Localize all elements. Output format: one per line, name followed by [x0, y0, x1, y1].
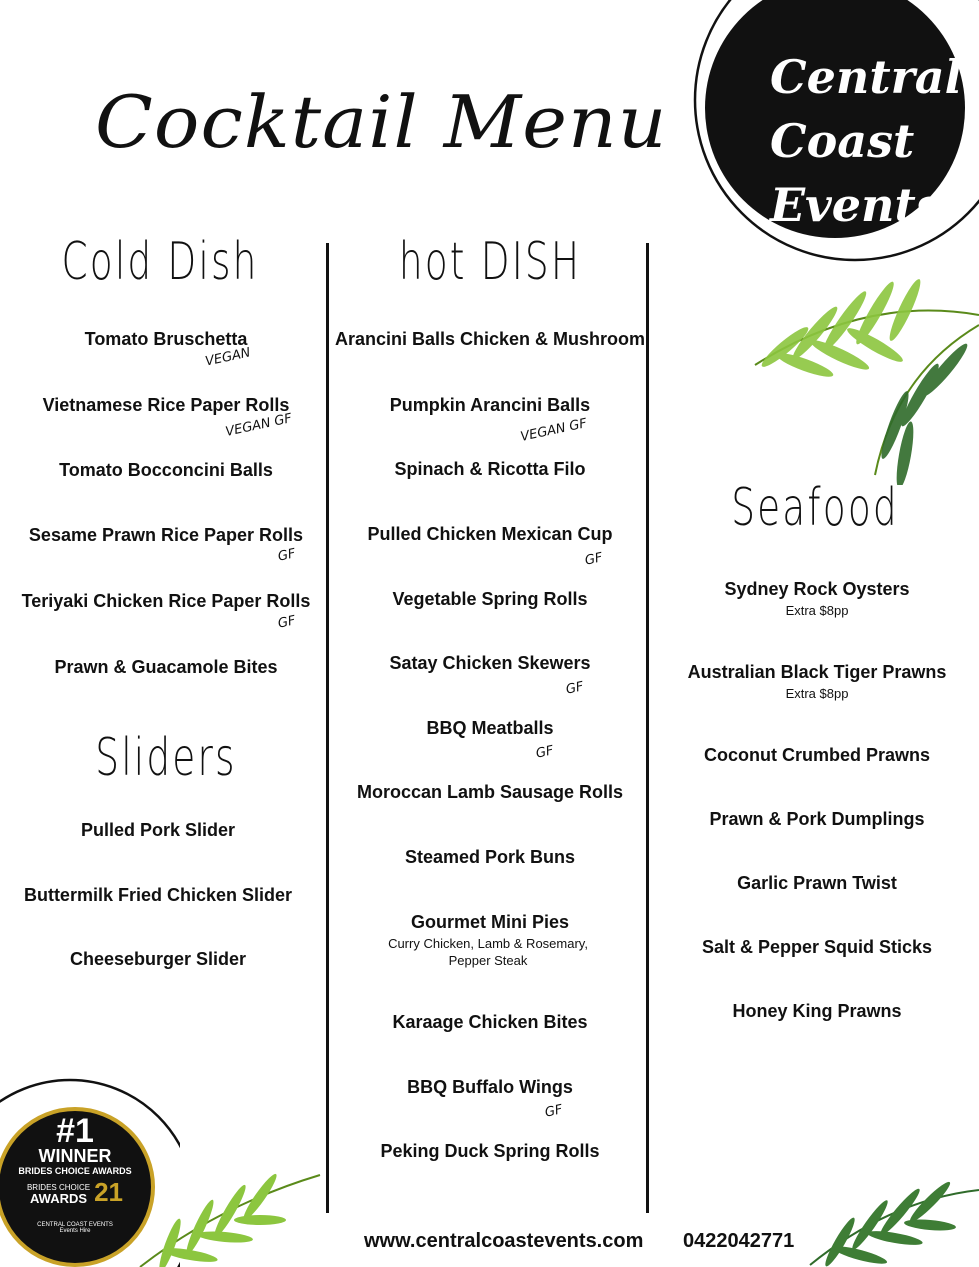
- hot-item-10-sub: Curry Chicken, Lamb & Rosemary,: [388, 936, 588, 951]
- slider-item-2: Buttermilk Fried Chicken Slider: [23, 885, 293, 905]
- logo-line-1: Central: [770, 50, 963, 104]
- seafood-item-1: Sydney Rock Oysters: [724, 579, 910, 599]
- slider-item-3: Cheeseburger Slider: [69, 949, 247, 969]
- seafood-item-5: Garlic Prawn Twist: [737, 873, 897, 893]
- cold-item-1-tag: VEGAN: [203, 345, 252, 370]
- palm-leaf-bottom-right: [800, 1170, 979, 1267]
- award-org: CENTRAL COAST EVENTS: [37, 1222, 113, 1228]
- hot-item-12-tag: GF: [543, 1102, 564, 1121]
- award-badge: [0, 1112, 150, 1234]
- footer-phone[interactable]: 0422042771: [683, 1230, 795, 1252]
- cold-item-2-tag: VEGAN GF: [224, 411, 294, 440]
- cold-item-1: Tomato Bruschetta: [84, 329, 248, 349]
- seafood-item-2-sub: Extra $8pp: [785, 686, 849, 701]
- hot-item-10: Gourmet Mini Pies: [410, 912, 570, 932]
- award-title: BRIDES CHOICE AWARDS: [18, 1166, 132, 1176]
- footer-website[interactable]: www.centralcoastevents.com: [364, 1230, 644, 1252]
- cold-item-5: Teriyaki Chicken Rice Paper Rolls: [21, 591, 311, 611]
- award-title-2: BRIDES CHOICE: [26, 1182, 91, 1192]
- seafood-item-7: Honey King Prawns: [732, 1001, 902, 1021]
- hot-dish-heading: hot DISH: [398, 232, 582, 292]
- hot-item-10-sub-2: Pepper Steak: [448, 953, 528, 968]
- hot-item-4: Pulled Chicken Mexican Cup: [367, 524, 613, 544]
- seafood-item-4: Prawn & Pork Dumplings: [709, 809, 925, 829]
- hot-item-11: Karaage Chicken Bites: [392, 1012, 588, 1032]
- seafood-item-6: Salt & Pepper Squid Sticks: [701, 937, 933, 957]
- hot-item-7: BBQ Meatballs: [426, 718, 554, 738]
- seafood-item-2: Australian Black Tiger Prawns: [687, 662, 947, 682]
- hot-item-6: Satay Chicken Skewers: [389, 653, 591, 673]
- logo: [770, 45, 963, 237]
- cold-item-3: Tomato Bocconcini Balls: [59, 460, 273, 480]
- cold-item-6: Prawn & Guacamole Bites: [54, 657, 278, 677]
- seafood-item-1-sub: Extra $8pp: [785, 603, 849, 618]
- hot-item-1: Arancini Balls Chicken & Mushroom: [334, 329, 646, 349]
- hot-item-13: Peking Duck Spring Rolls: [380, 1141, 600, 1161]
- hot-item-5: Vegetable Spring Rolls: [392, 589, 588, 609]
- hot-item-12: BBQ Buffalo Wings: [407, 1077, 573, 1097]
- hot-item-6-tag: GF: [564, 679, 585, 698]
- cold-item-4-tag: GF: [276, 546, 297, 565]
- seafood-heading: Seafood: [731, 478, 899, 538]
- cold-item-2: Vietnamese Rice Paper Rolls: [42, 395, 290, 415]
- hot-item-8: Moroccan Lamb Sausage Rolls: [356, 782, 624, 802]
- hot-item-2: Pumpkin Arancini Balls: [389, 395, 591, 415]
- award-year: 21: [94, 1177, 124, 1207]
- cold-dish-heading: Cold Dish: [61, 232, 259, 292]
- logo-line-2: Coast: [770, 114, 915, 168]
- divider-left: [326, 243, 329, 1213]
- slider-item-1: Pulled Pork Slider: [80, 820, 236, 840]
- sliders-heading: Sliders: [95, 728, 237, 788]
- cold-item-4: Sesame Prawn Rice Paper Rolls: [28, 525, 304, 545]
- page-title: Cocktail Menu: [95, 80, 668, 164]
- award-title-3: AWARDS: [30, 1190, 88, 1206]
- hot-item-4-tag: GF: [583, 550, 604, 569]
- logo-line-3: Events: [770, 178, 942, 232]
- award-winner: WINNER: [38, 1146, 112, 1166]
- hot-item-9: Steamed Pork Buns: [404, 847, 576, 867]
- hot-item-7-tag: GF: [534, 743, 555, 762]
- cold-item-5-tag: GF: [276, 613, 297, 632]
- hot-item-2-tag: VEGAN GF: [519, 416, 589, 445]
- award-org-2: Events Hire: [59, 1228, 91, 1234]
- award-rank: #1: [56, 1112, 94, 1150]
- hot-item-3: Spinach & Ricotta Filo: [394, 459, 586, 479]
- seafood-item-3: Coconut Crumbed Prawns: [703, 745, 931, 765]
- palm-leaf-top-right: [745, 255, 979, 485]
